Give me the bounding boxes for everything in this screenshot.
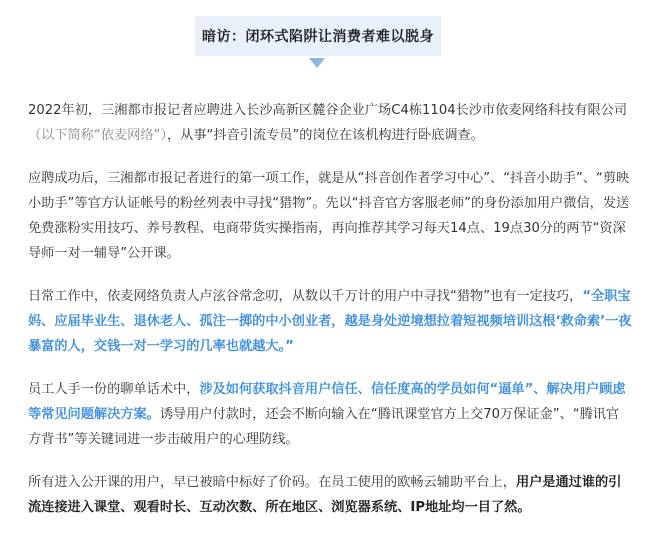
paragraph-2-text: 应聘成功后，三湘都市报记者进行的第一项工作，就是从“抖音创作者学习中心”、“抖音小助手”、“剪映小助手”等官方认证帐号的粉丝列表中寻找“猎物”。先以“抖音官方客服老师”的身份添加用户微信，发送免费涨粉实用技巧、养号教程、电商带货实操指南，再向推荐其学习每天14点、19点30分的两节“资深导师一对一辅导”公开课。 — [28, 171, 630, 261]
paragraph-5 — [28, 470, 632, 520]
title-arrow-icon — [309, 58, 325, 68]
section-title: 暗访：闭环式陷阱让消费者难以脱身 — [202, 29, 434, 45]
paragraph-1-note: （以下简称“依麦网络”） — [28, 128, 167, 143]
paragraph-1 — [28, 98, 632, 148]
paragraph-1-text-end: ，从事“抖音引流专员”的岗位在该机构进行卧底调查。 — [166, 128, 484, 143]
paragraph-4-text-end: 诱导用户付款时，还会不断向输入在“腾讯课堂官方上交70万保证金”、“腾讯官方背书”等关键词进一步击破用户的心理防线。 — [28, 407, 620, 447]
paragraph-4-highlight: 涉及如何获取抖音用户信任、信任度高的学员如何“逼单”、解决用户顾虑等常见问题解决方案。 — [28, 382, 626, 422]
paragraph-5-emphasis: 用户是通过谁的引流连接进入课堂、观看时长、互动次数、所在地区、浏览器系统、IP地址均一目了然。 — [28, 475, 622, 515]
section-title-box — [195, 16, 441, 56]
paragraph-3 — [28, 284, 632, 359]
paragraph-5-text: 所有进入公开课的用户，早已被暗中标好了价码。在员工使用的欧畅云辅助平台上， — [28, 475, 516, 490]
paragraph-4-text: 员工人手一份的聊单话术中， — [28, 382, 200, 397]
paragraph-4 — [28, 377, 632, 452]
paragraph-3-highlight: “全职宝妈、应届毕业生、退休老人、孤注一掷的中小创业者，越是身处逆境想拉着短视频培训这根‘救命索’一夜暴富的人，交钱一对一学习的几率也就越大。” — [28, 289, 632, 354]
paragraph-1-text: 2022年初，三湘都市报记者应聘进入长沙高新区麓谷企业广场C4栋1104长沙市依麦网络科技有限公司 — [28, 103, 628, 118]
paragraph-2 — [28, 166, 632, 266]
paragraph-3-text: 日常工作中，依麦网络负责人卢泫谷常念叨，从数以千万计的用户中寻找“猎物”也有一定技巧， — [28, 289, 583, 304]
article-body — [28, 98, 632, 538]
